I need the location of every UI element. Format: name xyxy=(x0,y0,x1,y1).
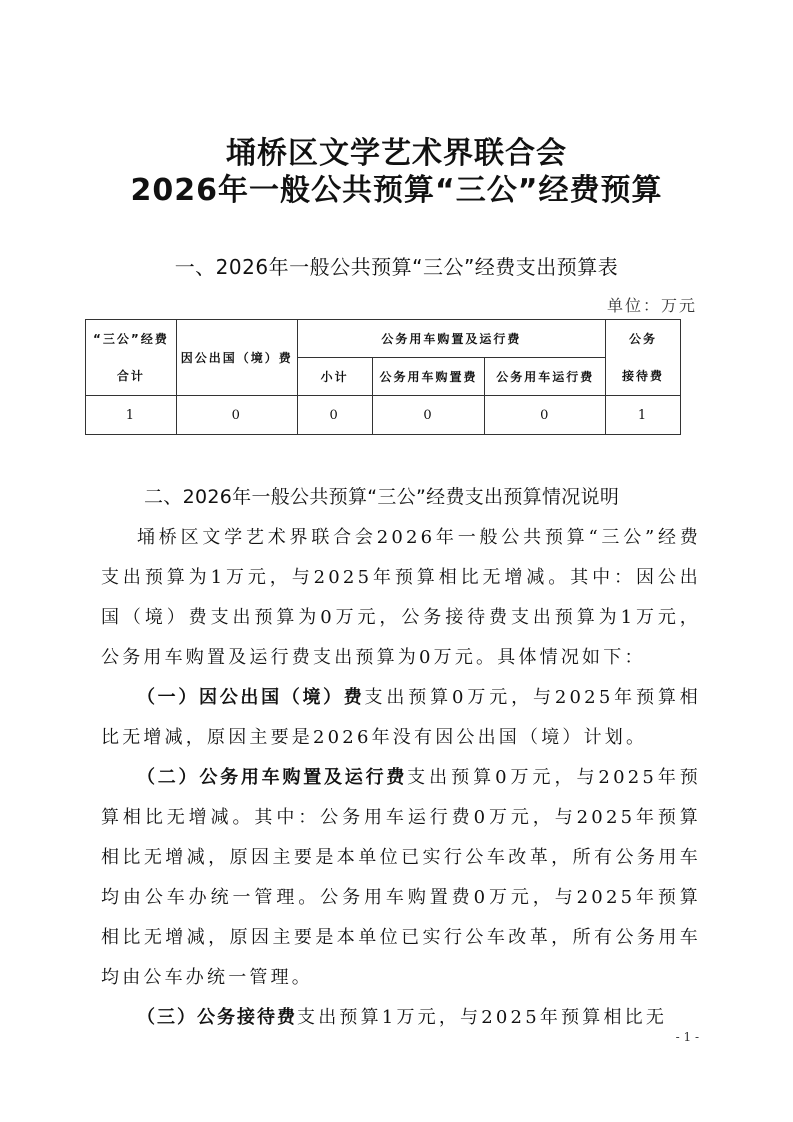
item-1-text: 支出预算0万元，与2025年预算相比无增减，原因主要是2026年没有因公出国（境）计划。 xyxy=(101,687,701,748)
document-title-budget: 2026年一般公共预算“三公”经费预算 xyxy=(130,173,663,208)
value-subtotal: 0 xyxy=(297,396,372,435)
item-2-label: （二）公务用车购置及运行费 xyxy=(137,767,408,788)
header-abroad: 因公出国（境）费 xyxy=(176,320,297,396)
header-purchase: 公务用车购置费 xyxy=(372,358,485,396)
header-reception-line1: 公务 xyxy=(629,331,658,346)
item-1-label: （一）因公出国（境）费 xyxy=(137,687,365,708)
header-total-line1: “三公”经费 xyxy=(93,331,169,346)
header-operation: 公务用车运行费 xyxy=(485,358,606,396)
header-reception-line2: 接待费 xyxy=(622,368,665,383)
value-purchase: 0 xyxy=(372,396,485,435)
section-1-heading: 一、2026年一般公共预算“三公”经费支出预算表 xyxy=(174,255,619,279)
header-reception xyxy=(606,320,681,396)
intro-paragraph: 埇桥区文学艺术界联合会2026年一般公共预算“三公”经费支出预算为1万元，与2025年预算相比无增减。其中：因公出国（境）费支出预算为0万元，公务接待费支出预算为1万元，公务用车购置及运行费支出预算为0万元。具体情况如下： xyxy=(101,527,701,668)
page-number: - 1 - xyxy=(675,1030,699,1044)
header-total-line2: 合计 xyxy=(116,368,145,383)
item-1-paragraph xyxy=(101,678,701,758)
item-3-paragraph xyxy=(101,998,701,1038)
item-3-text: 支出预算1万元，与2025年预算相比无 xyxy=(297,1007,668,1028)
item-2-text: 支出预算0万元，与2025年预算相比无增减。其中：公务用车运行费0万元，与2025年预算相比无增减，原因主要是本单位已实行公车改革，所有公务用车均由公车办统一管理。公务用车购置费0万元，与2025年预算相比无增减，原因主要是本单位已实行公车改革，所有公务用车均由公车办统一管理。 xyxy=(101,767,702,988)
budget-table xyxy=(85,319,681,435)
header-total xyxy=(86,320,177,396)
table-header-row-1 xyxy=(86,320,681,358)
value-abroad: 0 xyxy=(176,396,297,435)
section-2-heading: 二、2026年一般公共预算“三公”经费支出预算情况说明 xyxy=(144,486,620,508)
table-row xyxy=(86,396,681,435)
unit-label: 单位：万元 xyxy=(606,296,697,315)
value-total: 1 xyxy=(86,396,177,435)
header-vehicle: 公务用车购置及运行费 xyxy=(297,320,605,358)
document-title-org: 埇桥区文学艺术界联合会 xyxy=(226,136,567,171)
header-subtotal: 小计 xyxy=(297,358,372,396)
item-2-paragraph xyxy=(101,758,701,998)
section-2-body xyxy=(101,518,701,1038)
value-operation: 0 xyxy=(485,396,606,435)
item-3-label: （三）公务接待费 xyxy=(137,1007,297,1028)
value-reception: 1 xyxy=(606,396,681,435)
